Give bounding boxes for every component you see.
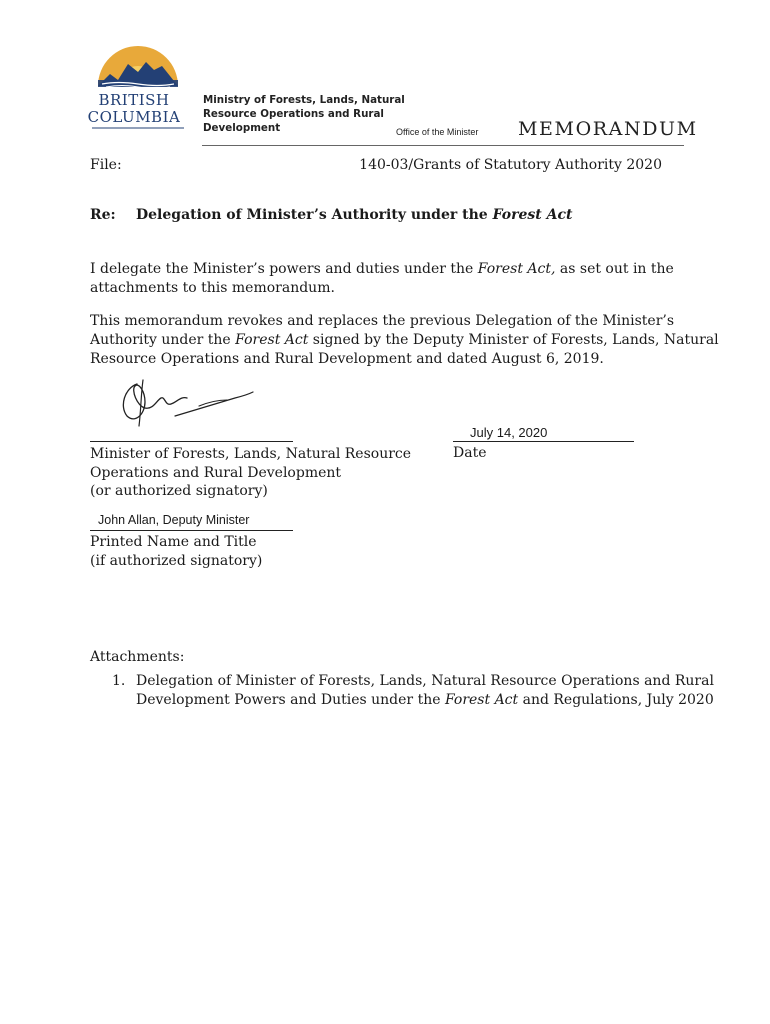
p1-text-a: I delegate the Minister’s powers and duties under the: [90, 261, 478, 277]
header-divider: [202, 145, 684, 146]
signatory-caption-line3: (or authorized signatory): [90, 483, 268, 499]
signatory-caption-line1: Minister of Forests, Lands, Natural Resource: [90, 446, 412, 462]
body-paragraph-1-line1: [90, 260, 674, 279]
signature-date: July 14, 2020: [470, 425, 548, 440]
file-number: 140-03/Grants of Statutory Authority 2020: [359, 157, 662, 173]
body-paragraph-1: [90, 260, 674, 298]
date-caption: Date: [453, 445, 487, 461]
p2-text-b: signed by the Deputy Minister of Forests, Lands, Natural: [308, 332, 719, 348]
date-line: [453, 441, 634, 442]
ministry-name: [203, 93, 403, 135]
p1-text-b: as set out in the: [555, 261, 674, 277]
body-paragraph-2-line3: Resource Operations and Rural Development and dated August 6, 2019.: [90, 351, 604, 367]
signatory-caption-line2: Operations and Rural Development: [90, 464, 342, 481]
printed-name-value: John Allan, Deputy Minister: [98, 513, 250, 527]
logo-wordmark: [86, 92, 182, 126]
p1-text-act: Forest Act,: [477, 261, 556, 277]
office-label: Office of the Minister: [396, 127, 479, 137]
body-paragraph-2: [90, 312, 719, 369]
printed-name-caption-line2: (if authorized signatory): [90, 553, 263, 569]
document-type-title: MEMORANDUM: [518, 118, 698, 140]
signatory-caption: [90, 445, 411, 501]
subject-text-prefix: Delegation of Minister’s Authority under the: [136, 207, 493, 223]
file-label: File:: [90, 157, 122, 173]
subject-text: [136, 207, 572, 223]
p2-text-act: Forest Act: [235, 332, 309, 348]
signature-line: [90, 441, 293, 442]
printed-name-caption-line1: Printed Name and Title: [90, 534, 257, 550]
attachment-item-text: [136, 672, 714, 710]
attachment-item-number: 1.: [112, 673, 126, 689]
ministry-name-line1: Ministry of Forests, Lands, Natural: [203, 94, 405, 106]
attachment-text-a: Development Powers and Duties under the: [136, 692, 445, 708]
body-paragraph-2-line2: [90, 331, 719, 350]
handwritten-signature: [115, 376, 260, 432]
logo-wordmark-line1: BRITISH: [98, 91, 170, 109]
attachments-label: Attachments:: [90, 649, 185, 665]
subject-text-act: Forest Act: [492, 207, 573, 223]
body-paragraph-1-line2: attachments to this memorandum.: [90, 280, 335, 296]
body-paragraph-2-line1: This memorandum revokes and replaces the previous Delegation of the Minister’s: [90, 313, 675, 329]
attachment-item-line1: Delegation of Minister of Forests, Lands, Natural Resource Operations and Rural: [136, 673, 714, 689]
attachment-text-b: and Regulations, July 2020: [518, 692, 714, 708]
ministry-name-line3: Development: [203, 122, 281, 134]
printed-name-line: [90, 530, 293, 531]
ministry-name-line2: Resource Operations and Rural: [203, 108, 384, 120]
printed-name-caption: [90, 533, 262, 571]
p2-text-a: Authority under the: [90, 332, 236, 348]
attachment-item-line2: [136, 691, 714, 710]
logo-wordmark-line2: COLUMBIA: [87, 108, 181, 126]
attachment-text-act: Forest Act: [444, 692, 519, 708]
subject-label: Re:: [90, 207, 116, 223]
